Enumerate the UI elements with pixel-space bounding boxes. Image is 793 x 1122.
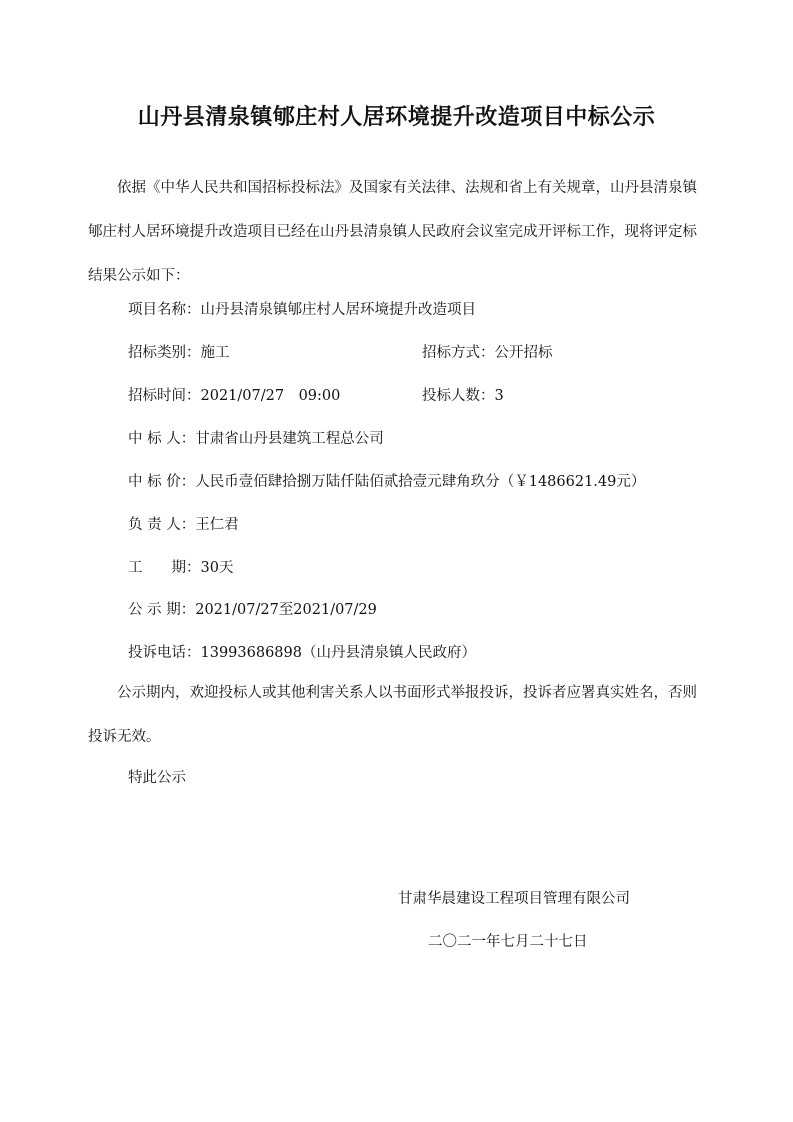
bidders-value: 3 (494, 388, 504, 404)
category-value: 施工 (200, 345, 230, 361)
closing-text: 特此公示 (128, 770, 186, 786)
time-label: 招标时间： (128, 388, 201, 404)
notice-paragraph: 公示期内，欢迎投标人或其他利害关系人以书面形式举报投诉，投诉者应署真实姓名，否则投诉无效。 (88, 685, 697, 745)
category-label: 招标类别： (128, 345, 201, 361)
price-value: 人民币壹佰肆拾捌万陆仟陆佰贰拾壹元肆角玖分（￥1486621.49元） (195, 474, 646, 490)
signature-date: 二〇二一年七月二十七日 (428, 934, 588, 950)
category-row (128, 343, 230, 363)
method-row (422, 343, 553, 363)
phone-row (128, 643, 476, 663)
phone-value: 13993686898（山丹县清泉镇人民政府） (200, 645, 476, 661)
duration-label: 工 期： (128, 560, 201, 576)
period-label: 公 示 期： (128, 602, 196, 618)
phone-label: 投诉电话： (128, 645, 201, 661)
manager-row (128, 515, 239, 535)
document-title: 山丹县清泉镇郇庄村人居环境提升改造项目中标公示 (137, 105, 656, 130)
time-row (128, 386, 340, 406)
winner-row (128, 429, 384, 449)
method-label: 招标方式： (422, 345, 495, 361)
method-value: 公开招标 (494, 345, 553, 361)
period-value: 2021/07/27至2021/07/29 (195, 602, 377, 618)
intro-paragraph: 依据《中华人民共和国招标投标法》及国家有关法律、法规和省上有关规章，山丹县清泉镇郇庄村人居环境提升改造项目已经在山丹县清泉镇人民政府会议室完成开评标工作，现将评定标结果公示如下： (88, 180, 697, 284)
price-row (128, 472, 645, 492)
duration-value: 30天 (200, 560, 234, 576)
project-name-value: 山丹县清泉镇郇庄村人居环境提升改造项目 (200, 302, 476, 318)
project-name-row (128, 300, 476, 320)
manager-value: 王仁君 (195, 517, 239, 533)
manager-label: 负 责 人： (128, 517, 196, 533)
winner-label: 中 标 人： (128, 431, 196, 447)
signature-company: 甘肃华晨建设工程项目管理有限公司 (398, 891, 630, 907)
duration-row (128, 558, 233, 578)
winner-value: 甘肃省山丹县建筑工程总公司 (195, 431, 384, 447)
project-name-label: 项目名称： (128, 302, 201, 318)
bidders-label: 投标人数： (422, 388, 495, 404)
bidders-row (422, 386, 504, 406)
period-row (128, 600, 377, 620)
price-label: 中 标 价： (128, 474, 196, 490)
time-value: 2021/07/27 09:00 (200, 388, 341, 404)
